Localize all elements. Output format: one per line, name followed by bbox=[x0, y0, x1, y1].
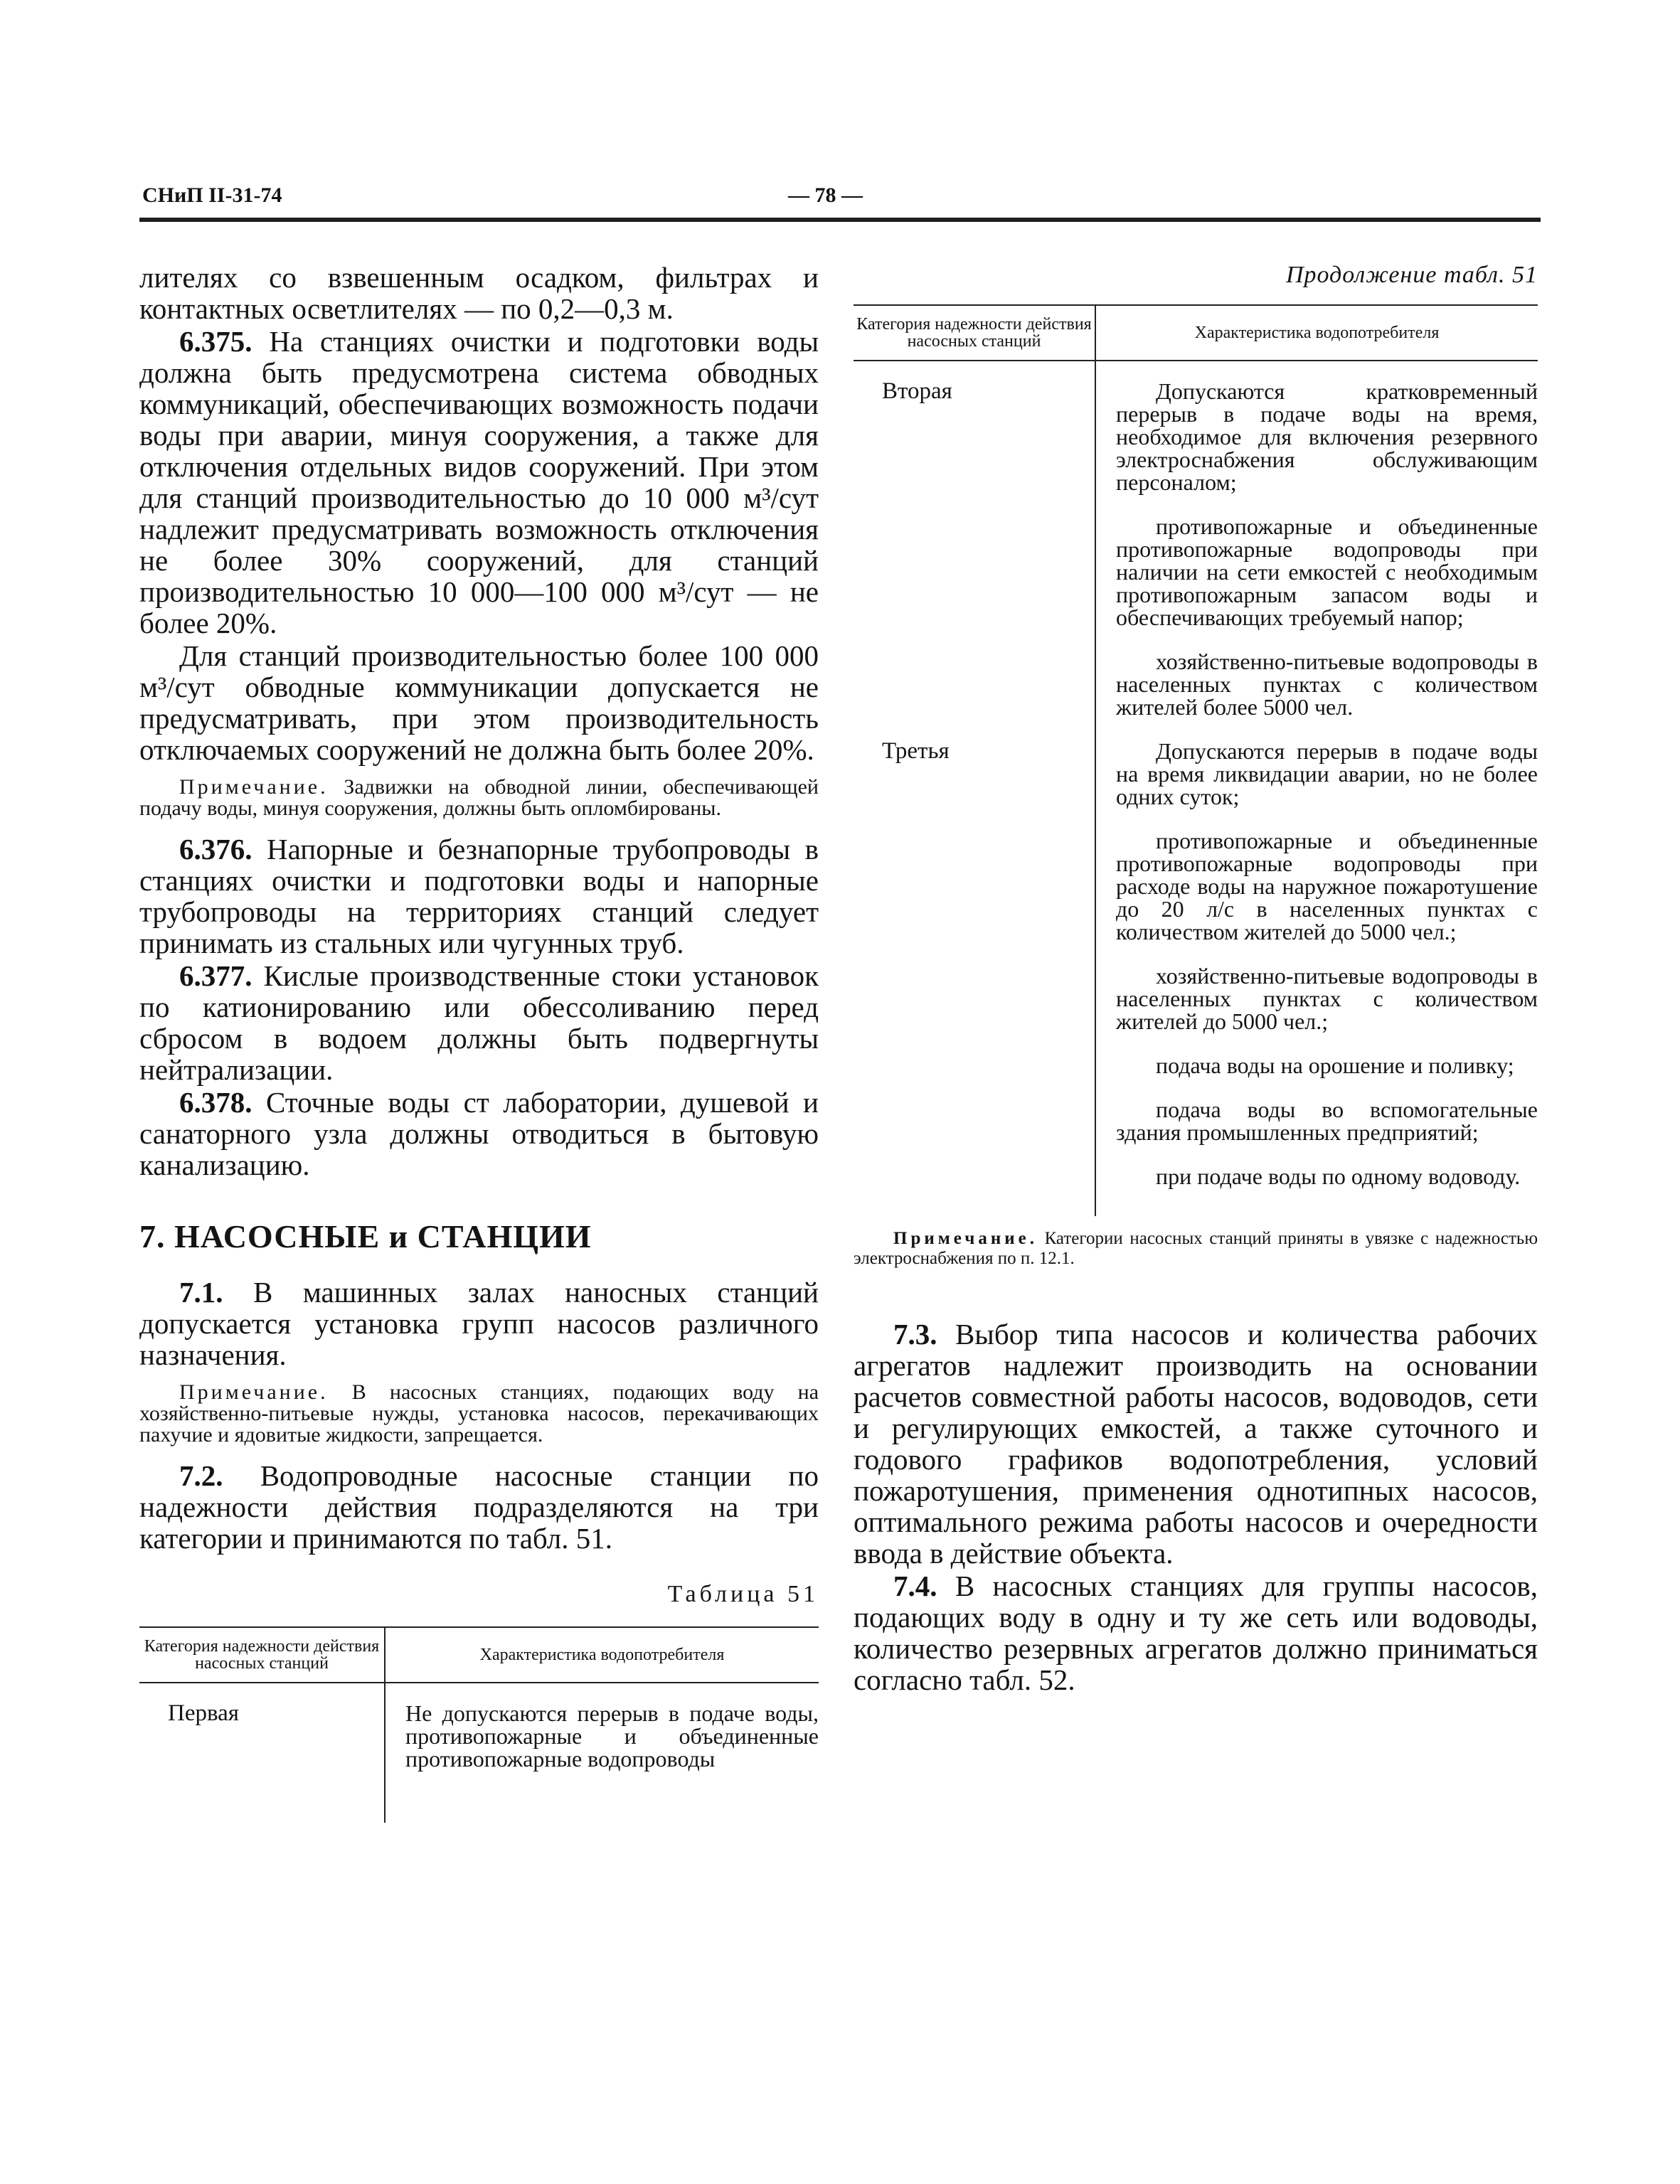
table-cell-item: хозяйственно-питьевые водопроводы в населенных пунктах с количеством жителей до 5000 чел.; bbox=[1116, 963, 1538, 1034]
table-cell-item: при подаче воды по одному водоводу. bbox=[1156, 1163, 1521, 1189]
paragraph-6-375 bbox=[139, 326, 819, 639]
page-number: — 78 — bbox=[788, 183, 863, 207]
paragraph-6-375-b: Для станций производительностью более 100 000 м³/сут обводные коммуникации допускается не предусматривать, при этом производительность отключаемых сооружений не должна быть более 20%. bbox=[139, 639, 819, 766]
note-label: Примечание. bbox=[179, 775, 329, 799]
clause-text: На станциях очистки и подготовки воды должна быть предусмотрена система обводных коммуникаций, обеспечивающих возможность подачи воды при аварии, минуя сооружения, а также для отключения отдельных видов сооружений. При этом для станций производительностью до 10 000 м³/сут надлежит предусматривать возможность отключения не более 30% сооружений, для станций производительностью 10 000—100 000 м³/сут — не более 20%. bbox=[139, 325, 819, 639]
clause-text: Водопроводные насосные станции по надежности действия подразделяются на три категории и принимаются по табл. 51. bbox=[139, 1459, 819, 1555]
table-cell-category: Третья bbox=[854, 740, 1095, 1216]
note-1 bbox=[139, 777, 819, 819]
table-cell-item: хозяйственно-питьевые водопроводы в населенных пунктах с количеством жителей более 5000 чел. bbox=[1116, 649, 1538, 720]
table-cell-category: Вторая bbox=[854, 361, 1095, 740]
note-label: Примечание. bbox=[893, 1229, 1038, 1248]
paragraph-7-2 bbox=[139, 1460, 819, 1554]
clause-number: 7.1. bbox=[179, 1276, 223, 1309]
clause-text: Напорные и безнапорные трубопроводы в станциях очистки и подготовки воды и напорные трубопроводы на территориях станций следует принимать из стальных или чугунных труб. bbox=[139, 833, 819, 959]
clause-number: 7.3. bbox=[893, 1318, 937, 1351]
paragraph-continuation: лителях со взвешенным осадком, фильтрах и контактных осветлителях — по 0,2—0,3 м. bbox=[139, 261, 819, 325]
table-header-characteristic: Характеристика водопотребителя bbox=[385, 1627, 819, 1683]
clause-number: 7.2. bbox=[179, 1459, 223, 1492]
clause-text: Выбор типа насосов и количества рабочих агрегатов надлежит производить на основании расчетов совместной работы насосов, водоводов, сети и регулирующих емкостей, а также суточного и годового графиков водопотребления, условий пожаротушения, применения однотипных насосов, оптимального режима работы насосов и очередности ввода в действие объекта. bbox=[854, 1318, 1538, 1570]
paragraph-6-376 bbox=[139, 833, 819, 959]
table-row bbox=[854, 740, 1538, 1216]
clause-text: В машинных залах наносных станций допускается установка групп насосов различного назначения. bbox=[139, 1276, 819, 1371]
paragraph-7-4 bbox=[854, 1570, 1538, 1695]
table-cell-item: противопожарные и объединенные противопожарные водопроводы при наличии на сети емкостей с необходимым противопожарным запасом воды и обеспечивающих требуемый напор; bbox=[1116, 513, 1538, 630]
table-cell-characteristic bbox=[385, 1683, 819, 1823]
table-caption: Таблица 51 bbox=[667, 1581, 819, 1607]
section-heading: 7. НАСОСНЫЕ и СТАНЦИИ bbox=[139, 1218, 592, 1255]
table-cell-item: Допускаются перерыв в подаче воды на время ликвидации аварии, но не более одних суток; bbox=[1116, 738, 1538, 809]
table-cell-item: подача воды на орошение и поливку; bbox=[1156, 1053, 1514, 1078]
note-2 bbox=[139, 1382, 819, 1446]
left-column bbox=[139, 262, 819, 1823]
table-cell-item: противопожарные и объединенные противопожарные водопроводы при расходе воды на наружное пожаротушение до 20 л/с в населенных пунктах с количеством жителей до 5000 чел.; bbox=[1116, 828, 1538, 944]
table-cell-characteristic bbox=[1095, 740, 1538, 1216]
clause-text: Кислые производственные стоки установок по катионированию или обессоливанию перед сбросом в водоем должны быть подвергнуты нейтрализации. bbox=[139, 959, 819, 1086]
right-column bbox=[854, 262, 1538, 1697]
clause-text: В насосных станциях для группы насосов, подающих воду в одну и ту же сеть или водоводы, количество резервных агрегатов должно приниматься согласно табл. 52. bbox=[854, 1570, 1538, 1696]
clause-number: 6.376. bbox=[179, 833, 252, 865]
table-header-category: Категория надежности действия насосных станций bbox=[854, 305, 1095, 361]
clause-text: Сточные воды ст лаборатории, душевой и санаторного узла должны отводиться в бытовую канализацию. bbox=[139, 1086, 819, 1181]
note-label: Примечание. bbox=[179, 1380, 329, 1404]
table-note bbox=[854, 1229, 1538, 1269]
clause-number: 7.4. bbox=[893, 1570, 937, 1602]
table-continuation-caption: Продолжение табл. 51 bbox=[1285, 262, 1538, 288]
table-51-continued bbox=[854, 304, 1538, 1216]
table-51 bbox=[139, 1626, 819, 1823]
table-cell-category: Первая bbox=[139, 1683, 385, 1823]
table-header-characteristic: Характеристика водопотребителя bbox=[1095, 305, 1538, 361]
paragraph-6-378 bbox=[139, 1087, 819, 1181]
note-text: Категории насосных станций приняты в увязке с надежностью электроснабжения по п. 12.1. bbox=[854, 1229, 1538, 1268]
clause-number: 6.377. bbox=[179, 959, 252, 992]
table-header-category: Категория надежности действия насосных станций bbox=[139, 1627, 385, 1683]
clause-number: 6.375. bbox=[179, 325, 252, 358]
paragraph-7-3 bbox=[854, 1319, 1538, 1569]
table-cell-item: Не допускаются перерыв в подаче воды, противопожарные и объединенные противопожарные водопроводы bbox=[405, 1700, 819, 1772]
table-cell-item: Допускаются кратковременный перерыв в подаче воды на время, необходимое для включения резервного электроснабжения обслуживающим персоналом; bbox=[1116, 378, 1538, 495]
note-text: Задвижки на обводной линии, обеспечивающей подачу воды, минуя сооружения, должны быть опломбированы. bbox=[139, 775, 819, 820]
paragraph-7-1 bbox=[139, 1277, 819, 1370]
table-cell-item: подача воды во вспомогательные здания промышленных предприятий; bbox=[1116, 1097, 1538, 1145]
header-rule bbox=[139, 218, 1541, 222]
table-row bbox=[854, 361, 1538, 740]
table-cell-characteristic bbox=[1095, 361, 1538, 740]
document-code: СНиП II-31-74 bbox=[142, 183, 282, 207]
note-text: В насосных станциях, подающих воду на хозяйственно-питьевые нужды, установка насосов, перекачивающих пахучие и ядовитые жидкости, запрещается. bbox=[139, 1380, 819, 1447]
clause-number: 6.378. bbox=[179, 1086, 252, 1119]
paragraph-6-377 bbox=[139, 960, 819, 1085]
table-row bbox=[139, 1683, 819, 1823]
